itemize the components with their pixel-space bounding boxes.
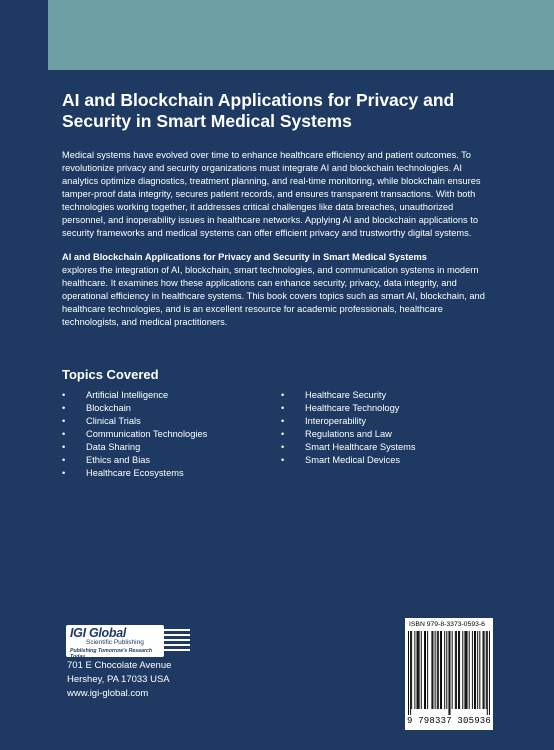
topic-item: • Regulations and Law <box>281 428 416 441</box>
publisher-logo <box>66 625 190 659</box>
address-line-1: 701 E Chocolate Avenue <box>67 660 172 671</box>
topics-list-right <box>281 389 416 467</box>
topic-item: • Interoperability <box>281 415 416 428</box>
logo-name: IGI Global <box>70 626 127 640</box>
logo-box <box>66 625 164 660</box>
topic-item: • Smart Healthcare Systems <box>281 441 416 454</box>
topic-item: • Artificial Intelligence <box>62 389 207 402</box>
barcode-bars <box>408 631 490 715</box>
barcode-digits: 9 798337 305936 <box>407 716 492 726</box>
summary-paragraph <box>62 251 498 329</box>
summary-body: explores the integration of AI, blockchain, smart technologies, and communication systems in modern healthcare. It examines how these applications can enhance security, privacy, data integrity, and operational efficiency in healthcare systems. This book covers topics such as smart AI, blockchain, and healthcare technologies, and is an excellent resource for academic professionals, healthcare technologists, and medical practitioners. <box>62 265 485 327</box>
publisher-website: www.igi-global.com <box>67 688 149 699</box>
logo-subtitle: Scientific Publishing <box>86 639 144 646</box>
isbn-barcode <box>405 618 493 730</box>
topic-item: • Ethics and Bias <box>62 454 207 467</box>
summary-lead-title: AI and Blockchain Applications for Privacy and Security in Smart Medical Systems <box>62 252 427 262</box>
logo-stripes <box>164 629 190 655</box>
topics-list-left <box>62 389 207 480</box>
topic-item: • Blockchain <box>62 402 207 415</box>
address-line-2: Hershey, PA 17033 USA <box>67 674 170 685</box>
topic-item: • Communication Technologies <box>62 428 207 441</box>
description-paragraph: Medical systems have evolved over time to enhance healthcare efficiency and patient outcomes. To revolutionize privacy and security organizations must integrate AI and blockchain technologies. AI analytics optimize diagnostics, treatment planning, and real-time monitoring, while blockchain ensures tamper-proof data integrity, secures patient records, and ensures transparent transactions. With both technologies working together, it addresses critical challenges like data breaches, unauthorized personnel, and inoperability issues in healthcare networks. Applying AI and blockchain applications to security frameworks and medical systems can offer efficient privacy and trustworthy digital systems. <box>62 150 481 238</box>
publisher-address <box>67 659 171 701</box>
topic-item: • Clinical Trials <box>62 415 207 428</box>
topics-heading: Topics Covered <box>62 367 159 382</box>
topic-item: • Smart Medical Devices <box>281 454 416 467</box>
logo-tagline: Publishing Tomorrow's Research Today <box>70 648 153 660</box>
book-title: AI and Blockchain Applications for Privacy and Security in Smart Medical Systems <box>62 90 455 131</box>
topic-item: • Data Sharing <box>62 441 207 454</box>
topic-item: • Healthcare Technology <box>281 402 416 415</box>
top-color-band <box>48 0 554 70</box>
topic-item: • Healthcare Ecosystems <box>62 467 207 480</box>
topic-item: • Healthcare Security <box>281 389 416 402</box>
isbn-number: ISBN 979-8-3373-0593-6 <box>409 621 485 628</box>
